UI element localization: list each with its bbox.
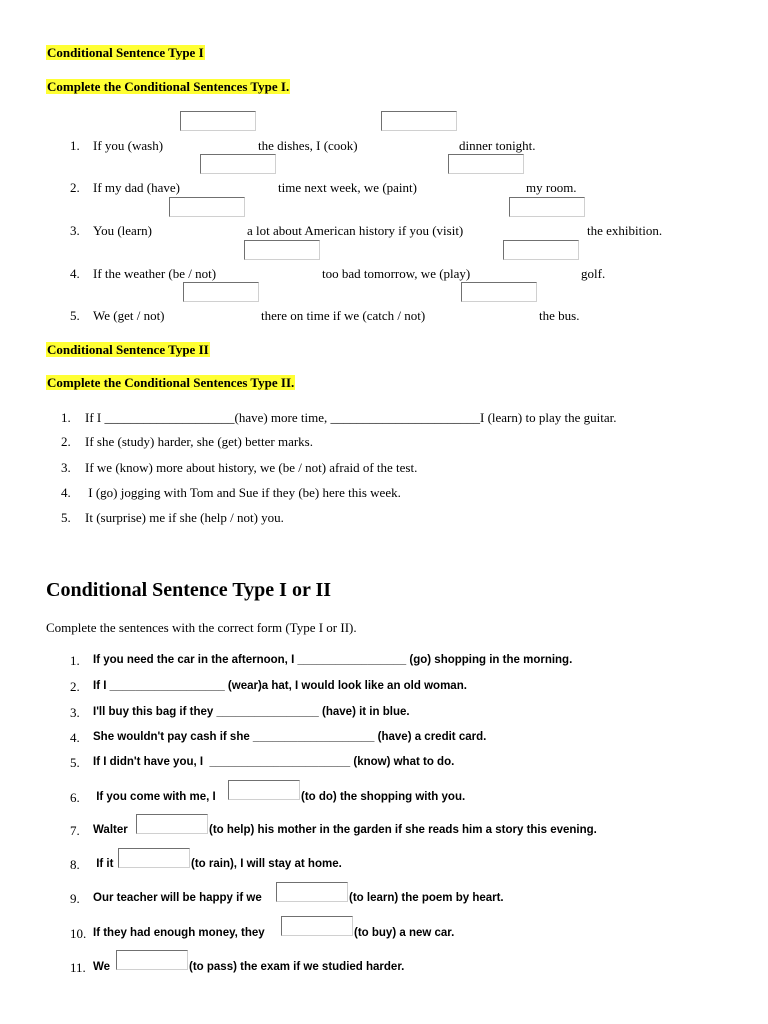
s3-item-6-text-a: If you come with me, I bbox=[93, 791, 216, 803]
s1-item-1-text-b: the dishes, I (cook) bbox=[258, 138, 358, 153]
s3-item-4-text: She wouldn't pay cash if she ___________________ (have) a credit card. bbox=[93, 731, 487, 743]
s1-item-4-text-c: golf. bbox=[581, 266, 606, 281]
s3-item-7-text-a: Walter bbox=[93, 824, 128, 836]
s1-item-4-blank-1[interactable] bbox=[244, 240, 320, 260]
s1-item-5-text-b: there on time if we (catch / not) bbox=[261, 308, 426, 323]
s3-item-7-blank[interactable] bbox=[136, 814, 208, 834]
s2-item-3-number: 3. bbox=[61, 460, 71, 475]
s1-item-3-number: 3. bbox=[70, 223, 80, 238]
section2-heading: Conditional Sentence Type II bbox=[47, 342, 209, 357]
section2-instruction: Complete the Conditional Sentences Type II. bbox=[47, 375, 295, 390]
s3-item-11-number: 11. bbox=[70, 960, 86, 975]
section1-instruction: Complete the Conditional Sentences Type I. bbox=[47, 79, 290, 94]
s1-item-1-text-a: If you (wash) bbox=[93, 138, 164, 153]
s3-item-2-number: 2. bbox=[70, 679, 80, 694]
s3-item-6-blank[interactable] bbox=[228, 780, 300, 800]
s2-item-2-number: 2. bbox=[61, 434, 71, 449]
s2-item-4-text: I (go) jogging with Tom and Sue if they (be) here this week. bbox=[85, 485, 401, 500]
s1-item-4-text-a: If the weather (be / not) bbox=[93, 266, 217, 281]
s1-item-1-text-c: dinner tonight. bbox=[459, 138, 536, 153]
s1-item-4-number: 4. bbox=[70, 266, 80, 281]
s3-item-11-blank[interactable] bbox=[116, 950, 188, 970]
s3-item-4-number: 4. bbox=[70, 730, 80, 745]
s1-item-1-number: 1. bbox=[70, 138, 80, 153]
s3-item-7-number: 7. bbox=[70, 823, 80, 838]
s2-item-5-number: 5. bbox=[61, 510, 71, 525]
s3-item-10-text-b: (to buy) a new car. bbox=[354, 927, 455, 939]
s1-item-5-number: 5. bbox=[70, 308, 80, 323]
s2-item-2-text: If she (study) harder, she (get) better marks. bbox=[85, 434, 313, 449]
s3-item-6-text-b: (to do) the shopping with you. bbox=[301, 791, 466, 803]
s3-item-5-number: 5. bbox=[70, 755, 80, 770]
s1-item-3-blank-1[interactable] bbox=[169, 197, 245, 217]
s2-item-4-number: 4. bbox=[61, 485, 71, 500]
s3-item-11-text-a: We bbox=[93, 961, 111, 973]
s3-item-1-text: If you need the car in the afternoon, I _________________ (go) shopping in the morning. bbox=[93, 654, 573, 666]
s3-item-5-text: If I didn't have you, I ______________________ (know) what to do. bbox=[93, 756, 455, 768]
section1-heading: Conditional Sentence Type I bbox=[47, 45, 204, 60]
s1-item-5-text-a: We (get / not) bbox=[93, 308, 165, 323]
s1-item-1-blank-1[interactable] bbox=[180, 111, 256, 131]
s1-item-4-text-b: too bad tomorrow, we (play) bbox=[322, 266, 471, 281]
s1-item-2-text-c: my room. bbox=[526, 180, 577, 195]
s1-item-2-blank-2[interactable] bbox=[448, 154, 524, 174]
s1-item-5-blank-1[interactable] bbox=[183, 282, 259, 302]
s2-item-3-text: If we (know) more about history, we (be / not) afraid of the test. bbox=[85, 460, 418, 475]
s3-item-11-text-b: (to pass) the exam if we studied harder. bbox=[189, 961, 405, 973]
s1-item-2-text-a: If my dad (have) bbox=[93, 180, 180, 195]
s2-item-1-number: 1. bbox=[61, 410, 71, 425]
s1-item-2-text-b: time next week, we (paint) bbox=[278, 180, 417, 195]
s1-item-5-blank-2[interactable] bbox=[461, 282, 537, 302]
section3-heading: Conditional Sentence Type I or II bbox=[46, 579, 332, 601]
s3-item-8-text-b: (to rain), I will stay at home. bbox=[191, 858, 342, 870]
s1-item-3-text-b: a lot about American history if you (visit) bbox=[247, 223, 464, 238]
s3-item-8-text-a: If it bbox=[93, 858, 114, 870]
s1-item-1-blank-2[interactable] bbox=[381, 111, 457, 131]
s1-item-5-text-c: the bus. bbox=[539, 308, 580, 323]
s1-item-4-blank-2[interactable] bbox=[503, 240, 579, 260]
section3-instruction: Complete the sentences with the correct form (Type I or II). bbox=[46, 620, 357, 635]
s1-item-2-blank-1[interactable] bbox=[200, 154, 276, 174]
s3-item-1-number: 1. bbox=[70, 653, 80, 668]
s2-item-1-text: If I ____________________(have) more time, _______________________I (learn) to play the guitar. bbox=[85, 410, 617, 425]
s3-item-9-text-a: Our teacher will be happy if we bbox=[93, 892, 262, 904]
s3-item-3-number: 3. bbox=[70, 705, 80, 720]
s3-item-10-number: 10. bbox=[70, 926, 87, 941]
s3-item-8-number: 8. bbox=[70, 857, 80, 872]
s3-item-3-text: I'll buy this bag if they ________________ (have) it in blue. bbox=[93, 706, 410, 718]
s3-item-6-number: 6. bbox=[70, 790, 80, 805]
s1-item-3-text-c: the exhibition. bbox=[587, 223, 663, 238]
s3-item-9-blank[interactable] bbox=[276, 882, 348, 902]
s1-item-2-number: 2. bbox=[70, 180, 80, 195]
s3-item-8-blank[interactable] bbox=[118, 848, 190, 868]
s3-item-10-blank[interactable] bbox=[281, 916, 353, 936]
s3-item-9-number: 9. bbox=[70, 891, 80, 906]
s1-item-3-blank-2[interactable] bbox=[509, 197, 585, 217]
s3-item-10-text-a: If they had enough money, they bbox=[93, 927, 265, 939]
s3-item-7-text-b: (to help) his mother in the garden if she reads him a story this evening. bbox=[209, 824, 597, 836]
s1-item-3-text-a: You (learn) bbox=[93, 223, 152, 238]
s3-item-2-text: If I __________________ (wear)a hat, I would look like an old woman. bbox=[93, 680, 467, 692]
s3-item-9-text-b: (to learn) the poem by heart. bbox=[349, 892, 504, 904]
s2-item-5-text: It (surprise) me if she (help / not) you. bbox=[85, 510, 284, 525]
